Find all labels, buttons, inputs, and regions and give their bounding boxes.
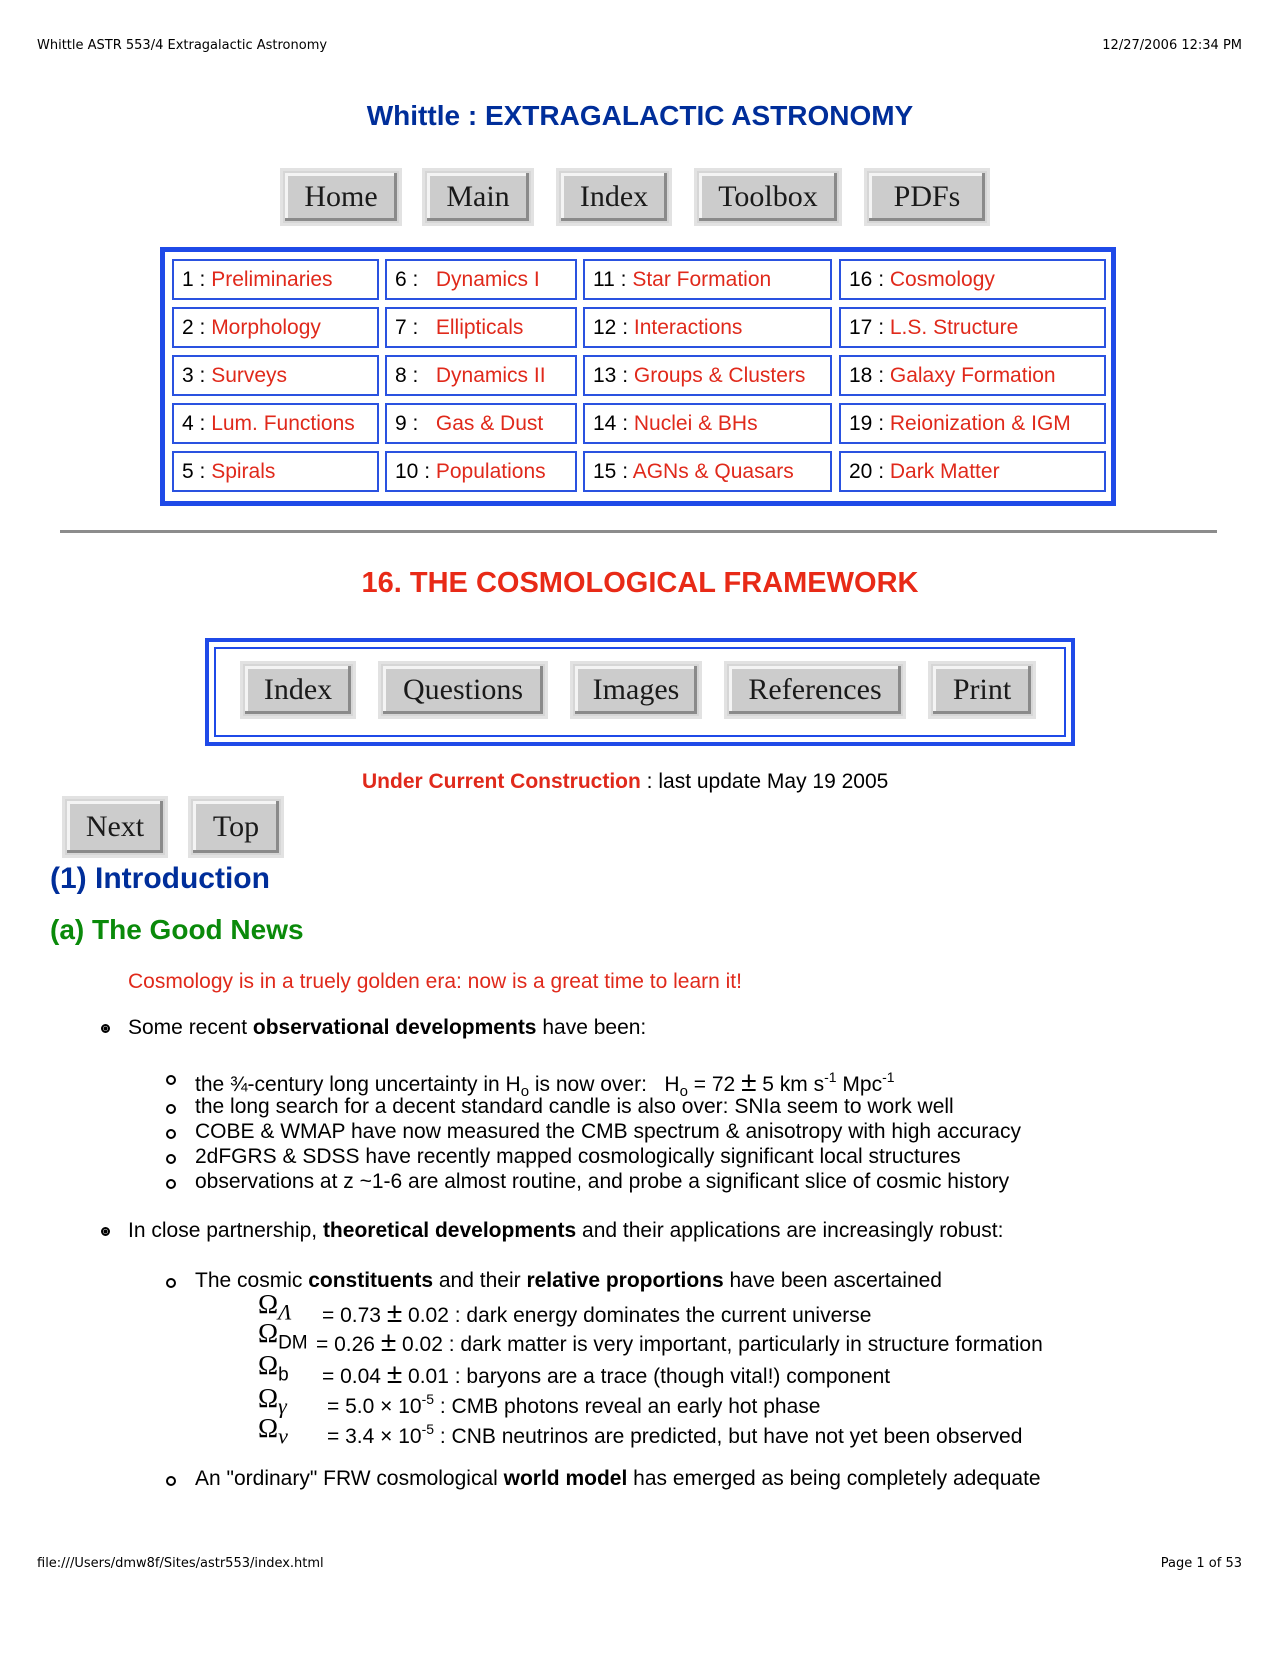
chapter-number: 18 : bbox=[849, 364, 890, 387]
chapter-link[interactable]: Galaxy Formation bbox=[889, 364, 1056, 387]
superscript: -1 bbox=[882, 1069, 895, 1085]
circle-bullet-icon bbox=[166, 1129, 176, 1139]
chapter-cell bbox=[839, 259, 1106, 300]
chapter-number: 12 : bbox=[593, 316, 634, 339]
omega-nu-row bbox=[327, 1421, 1022, 1449]
text: and their bbox=[433, 1269, 527, 1292]
chapter-number: 7 : bbox=[395, 316, 436, 339]
chapter-cell bbox=[583, 259, 832, 300]
chapter-link[interactable]: L.S. Structure bbox=[889, 316, 1019, 339]
plus-minus: ± bbox=[741, 1066, 757, 1097]
construction-notice: Under Current Construction bbox=[362, 770, 641, 793]
text: 0.02 : dark energy dominates the current universe bbox=[402, 1304, 872, 1327]
superscript: -1 bbox=[824, 1069, 837, 1085]
text: and their applications are increasingly robust: bbox=[576, 1219, 1004, 1242]
text: = 0.26 bbox=[316, 1333, 381, 1356]
emphasis: world model bbox=[503, 1467, 628, 1490]
plus-minus: ± bbox=[380, 1326, 397, 1357]
heading-good-news: (a) The Good News bbox=[50, 914, 304, 945]
update-status bbox=[362, 770, 888, 794]
emphasis: observational developments bbox=[252, 1016, 537, 1039]
text: have been: bbox=[536, 1016, 647, 1039]
chapter-cell bbox=[583, 403, 832, 444]
circle-bullet-icon bbox=[166, 1075, 176, 1085]
chapter-link[interactable]: Cosmology bbox=[889, 268, 995, 291]
chapter-number: 1 : bbox=[182, 268, 212, 291]
chapter-cell bbox=[385, 403, 577, 444]
omega-nu-symbol bbox=[258, 1413, 288, 1449]
obs-intro bbox=[128, 1016, 646, 1040]
section-index-button[interactable]: Index bbox=[240, 661, 356, 719]
omega-b-symbol bbox=[258, 1350, 289, 1386]
omega-b-row bbox=[322, 1358, 890, 1390]
chapter-cell bbox=[385, 259, 577, 300]
text: : CMB photons reveal an early hot phase bbox=[434, 1395, 821, 1418]
main-button[interactable]: Main bbox=[422, 168, 534, 226]
emphasis: constituents bbox=[308, 1269, 434, 1292]
text: is now over: H bbox=[529, 1073, 680, 1096]
chapter-number: 19 : bbox=[849, 412, 890, 435]
section-title: 16. THE COSMOLOGICAL FRAMEWORK bbox=[361, 567, 919, 599]
text: In close partnership, bbox=[128, 1219, 323, 1242]
images-button[interactable]: Images bbox=[570, 661, 702, 719]
lead-sentence: Cosmology is in a truely golden era: now is a great time to learn it! bbox=[128, 970, 742, 993]
text: 5 km s bbox=[756, 1073, 825, 1096]
chapter-link[interactable]: Preliminaries bbox=[211, 268, 333, 291]
chapter-link[interactable]: AGNs & Quasars bbox=[632, 460, 794, 483]
text: = 0.73 bbox=[322, 1304, 387, 1327]
chapter-link[interactable]: Lum. Functions bbox=[211, 412, 355, 435]
chapter-number: 16 : bbox=[849, 268, 890, 291]
bullet-icon bbox=[101, 1024, 110, 1033]
chapter-cell bbox=[839, 355, 1106, 396]
chapter-cell bbox=[839, 403, 1106, 444]
chapter-link[interactable]: Reionization & IGM bbox=[889, 412, 1071, 435]
circle-bullet-icon bbox=[166, 1179, 176, 1189]
circle-bullet-icon bbox=[166, 1476, 176, 1486]
text: = 3.4 × 10 bbox=[327, 1425, 422, 1448]
plus-minus: ± bbox=[386, 1358, 403, 1389]
print-footer-page: Page 1 of 53 bbox=[1160, 1556, 1242, 1571]
text: have been ascertained bbox=[723, 1269, 942, 1292]
chapter-cell bbox=[839, 451, 1106, 492]
omega-glyph: Ω bbox=[258, 1318, 279, 1348]
questions-button[interactable]: Questions bbox=[378, 661, 548, 719]
omega-glyph: Ω bbox=[258, 1289, 279, 1319]
chapter-number: 8 : bbox=[395, 364, 436, 387]
chapter-number: 17 : bbox=[849, 316, 890, 339]
print-header-date: 12/27/2006 12:34 PM bbox=[1102, 38, 1242, 53]
chapter-number: 14 : bbox=[593, 412, 634, 435]
chapter-number: 2 : bbox=[182, 316, 212, 339]
chapter-cell bbox=[172, 307, 379, 348]
subscript: o bbox=[679, 1083, 688, 1100]
next-button[interactable]: Next bbox=[62, 796, 168, 858]
text: 0.01 : baryons are a trace (though vital!) component bbox=[402, 1365, 891, 1388]
chapter-number: 11 : bbox=[593, 268, 633, 291]
references-button[interactable]: References bbox=[724, 661, 906, 719]
chapter-cell bbox=[385, 451, 577, 492]
chapter-cell bbox=[172, 451, 379, 492]
constituents-item bbox=[195, 1269, 942, 1293]
text: Mpc bbox=[836, 1073, 883, 1096]
chapter-link[interactable]: Morphology bbox=[211, 316, 321, 339]
text: = 0.04 bbox=[322, 1365, 387, 1388]
chapter-cell bbox=[839, 307, 1106, 348]
horizontal-rule bbox=[60, 530, 1217, 533]
omega-glyph: Ω bbox=[258, 1350, 279, 1380]
heading-introduction: (1) Introduction bbox=[50, 862, 270, 895]
omega-glyph: Ω bbox=[258, 1383, 279, 1413]
chapter-cell bbox=[385, 355, 577, 396]
print-footer-path: file:///Users/dmw8f/Sites/astr553/index.html bbox=[37, 1556, 324, 1571]
chapter-number: 6 : bbox=[395, 268, 436, 291]
chapter-cell bbox=[172, 259, 379, 300]
superscript: -5 bbox=[421, 1421, 435, 1437]
theory-intro bbox=[128, 1219, 1003, 1243]
chapter-link[interactable]: Dynamics I bbox=[435, 268, 540, 291]
emphasis: theoretical developments bbox=[322, 1219, 577, 1242]
obs-item: COBE & WMAP have now measured the CMB spectrum & anisotropy with high accuracy bbox=[195, 1120, 1021, 1143]
pdfs-button[interactable]: PDFs bbox=[864, 168, 990, 226]
text: = 72 bbox=[687, 1073, 742, 1096]
omega-dm-symbol bbox=[258, 1318, 308, 1354]
site-title: Whittle : EXTRAGALACTIC ASTRONOMY bbox=[366, 100, 914, 131]
obs-item: 2dFGRS & SDSS have recently mapped cosmologically significant local structures bbox=[195, 1145, 961, 1168]
text: has emerged as being completely adequate bbox=[627, 1467, 1041, 1490]
emphasis: relative proportions bbox=[526, 1269, 724, 1292]
text: = 5.0 × 10 bbox=[327, 1395, 422, 1418]
chapter-link[interactable]: Ellipticals bbox=[435, 316, 524, 339]
text: An "ordinary" FRW cosmological bbox=[195, 1467, 504, 1490]
chapter-link[interactable]: Groups & Clusters bbox=[633, 364, 806, 387]
subscript: o bbox=[520, 1083, 530, 1100]
obs-item: observations at z ~1-6 are almost routine, and probe a significant slice of cosmic history bbox=[195, 1170, 1010, 1193]
omega-dm-row bbox=[316, 1326, 1043, 1358]
chapter-cell bbox=[172, 355, 379, 396]
chapter-number: 5 : bbox=[182, 460, 212, 483]
bullet-icon bbox=[101, 1227, 110, 1236]
omega-lambda-row bbox=[322, 1297, 871, 1329]
subscript: b bbox=[278, 1364, 289, 1386]
print-header-title: Whittle ASTR 553/4 Extragalactic Astronomy bbox=[37, 38, 328, 53]
chapter-number: 10 : bbox=[395, 460, 436, 483]
chapter-cell bbox=[583, 307, 832, 348]
chapter-cell bbox=[583, 355, 832, 396]
index-button[interactable]: Index bbox=[556, 168, 672, 226]
print-button[interactable]: Print bbox=[928, 661, 1036, 719]
chapter-link[interactable]: Dark Matter bbox=[889, 460, 1000, 483]
text: The cosmic bbox=[195, 1269, 309, 1292]
chapter-link[interactable]: Surveys bbox=[211, 364, 288, 387]
chapter-cell bbox=[172, 403, 379, 444]
subscript: ν bbox=[278, 1423, 288, 1449]
chapter-number: 15 : bbox=[593, 460, 633, 483]
chapter-link[interactable]: Nuclei & BHs bbox=[633, 412, 758, 435]
toolbox-button[interactable]: Toolbox bbox=[694, 168, 842, 226]
circle-bullet-icon bbox=[166, 1104, 176, 1114]
subscript: Λ bbox=[278, 1299, 292, 1325]
text: Some recent bbox=[128, 1016, 253, 1039]
subscript: γ bbox=[278, 1393, 287, 1419]
home-button[interactable]: Home bbox=[280, 168, 402, 226]
subscript: DM bbox=[278, 1332, 308, 1354]
chapter-number: 20 : bbox=[849, 460, 890, 483]
chapter-link[interactable]: Dynamics II bbox=[435, 364, 546, 387]
chapter-number: 13 : bbox=[593, 364, 634, 387]
world-model-item bbox=[195, 1467, 1041, 1491]
chapter-cell bbox=[583, 451, 832, 492]
chapter-cell bbox=[385, 307, 577, 348]
top-button[interactable]: Top bbox=[188, 796, 284, 858]
chapter-link[interactable]: Gas & Dust bbox=[435, 412, 544, 435]
omega-glyph: Ω bbox=[258, 1413, 279, 1443]
plus-minus: ± bbox=[386, 1297, 403, 1328]
chapter-link[interactable]: Populations bbox=[435, 460, 546, 483]
obs-item: the long search for a decent standard candle is also over: SNIa seem to work well bbox=[195, 1095, 954, 1118]
circle-bullet-icon bbox=[166, 1154, 176, 1164]
chapter-table bbox=[160, 247, 1116, 506]
chapter-number: 9 : bbox=[395, 412, 436, 435]
chapter-link[interactable]: Spirals bbox=[211, 460, 276, 483]
superscript: -5 bbox=[421, 1391, 435, 1407]
chapter-link[interactable]: Interactions bbox=[633, 316, 743, 339]
last-update: : last update May 19 2005 bbox=[640, 770, 889, 793]
chapter-link[interactable]: Star Formation bbox=[632, 268, 772, 291]
text: 0.02 : dark matter is very important, particularly in structure formation bbox=[396, 1333, 1043, 1356]
text: the ¾-century long uncertainty in H bbox=[195, 1073, 521, 1096]
text: : CNB neutrinos are predicted, but have not yet been observed bbox=[434, 1425, 1023, 1448]
circle-bullet-icon bbox=[166, 1278, 176, 1288]
chapter-number: 3 : bbox=[182, 364, 212, 387]
chapter-number: 4 : bbox=[182, 412, 212, 435]
omega-gamma-row bbox=[327, 1391, 820, 1419]
